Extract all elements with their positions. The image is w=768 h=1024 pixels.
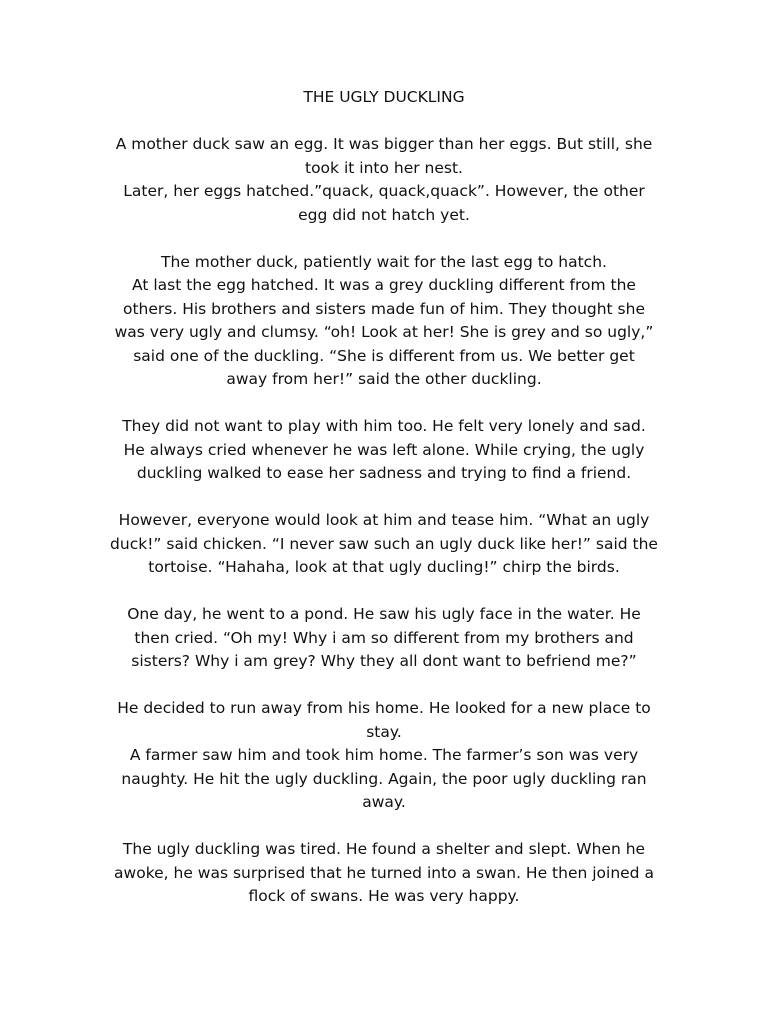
document-page bbox=[84, 86, 684, 932]
text-line: At last the egg hatched. It was a grey duckling different from the bbox=[132, 276, 636, 294]
text-line: said one of the duckling. “She is different from us. We better get bbox=[133, 346, 635, 365]
text-line: egg did not hatch yet. bbox=[298, 205, 470, 224]
text-line: tortoise. “Hahaha, look at that ugly ducling!” chirp the birds. bbox=[148, 558, 620, 576]
story-body bbox=[84, 133, 684, 909]
text-line: The mother duck, patiently wait for the last egg to hatch. bbox=[161, 252, 607, 271]
story-paragraph bbox=[84, 509, 684, 580]
story-paragraph bbox=[84, 251, 684, 392]
text-line: was very ugly and clumsy. “oh! Look at her! She is grey and so ugly,” bbox=[114, 323, 654, 341]
text-line: sisters? Why i am grey? Why they all dont want to befriend me?” bbox=[131, 652, 637, 670]
text-line: duck!” said chicken. “I never saw such an ugly duck like her!” said the bbox=[110, 534, 658, 553]
text-line: He always cried whenever he was left alone. While crying, the ugly bbox=[123, 440, 645, 459]
text-line: away. bbox=[362, 793, 406, 811]
document-title: THE UGLY DUCKLING bbox=[303, 88, 465, 106]
text-line: They did not want to play with him too. He felt very lonely and sad. bbox=[122, 417, 646, 435]
story-paragraph bbox=[84, 133, 684, 227]
text-line: then cried. “Oh my! Why i am so different from my brothers and bbox=[134, 628, 634, 647]
text-line: duckling walked to ease her sadness and trying to find a friend. bbox=[136, 464, 632, 482]
text-line: others. His brothers and sisters made fun of him. They thought she bbox=[122, 299, 645, 318]
story-paragraph bbox=[84, 838, 684, 909]
text-line: away from her!” said the other duckling. bbox=[226, 370, 542, 388]
text-line: stay. bbox=[366, 722, 402, 741]
text-line: flock of swans. He was very happy. bbox=[248, 887, 520, 905]
text-line: The ugly duckling was tired. He found a shelter and slept. When he bbox=[122, 840, 646, 858]
story-paragraph bbox=[84, 697, 684, 815]
text-line: naughty. He hit the ugly duckling. Again, the poor ugly duckling ran bbox=[121, 769, 647, 788]
story-paragraph bbox=[84, 415, 684, 486]
text-line: took it into her nest. bbox=[305, 158, 463, 177]
text-line: A farmer saw him and took him home. The farmer’s son was very bbox=[129, 746, 639, 764]
text-line: One day, he went to a pond. He saw his ugly face in the water. He bbox=[127, 605, 641, 623]
text-line: A mother duck saw an egg. It was bigger than her eggs. But still, she bbox=[115, 135, 653, 153]
text-line: Later, her eggs hatched.”quack, quack,quack”. However, the other bbox=[123, 182, 645, 200]
text-line: However, everyone would look at him and tease him. “What an ugly bbox=[118, 511, 650, 529]
text-line: He decided to run away from his home. He looked for a new place to bbox=[117, 699, 651, 717]
text-line: awoke, he was surprised that he turned into a swan. He then joined a bbox=[114, 863, 654, 882]
story-paragraph bbox=[84, 603, 684, 674]
